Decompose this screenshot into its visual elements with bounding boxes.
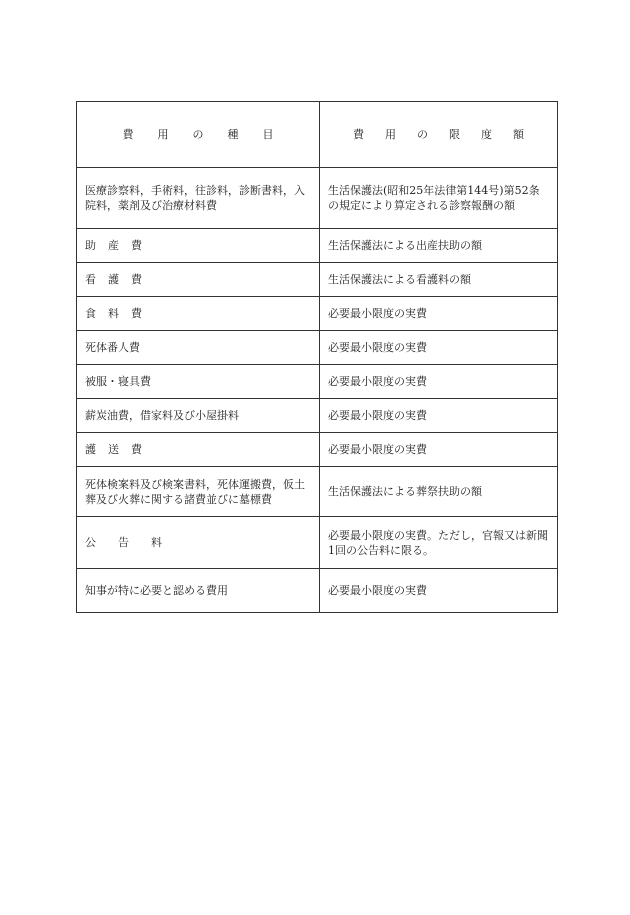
expense-limit-cell: 生活保護法(昭和25年法律第144号)第52条の規定により算定される診察報酬の額 xyxy=(320,168,558,229)
expense-type-cell: 被服・寝具費 xyxy=(77,365,320,399)
table-row xyxy=(77,433,558,467)
table-row xyxy=(77,331,558,365)
expense-type-cell: 護送費 xyxy=(77,433,320,467)
expense-type-cell: 助産費 xyxy=(77,229,320,263)
expense-type-cell: 公告料 xyxy=(77,517,320,569)
table-row xyxy=(77,229,558,263)
expense-limit-cell: 必要最小限度の実費 xyxy=(320,331,558,365)
expense-limit-cell: 必要最小限度の実費 xyxy=(320,433,558,467)
table-row xyxy=(77,365,558,399)
expense-table xyxy=(76,101,558,613)
expense-limit-cell: 必要最小限度の実費 xyxy=(320,297,558,331)
expense-type-cell: 死体検案料及び検案書料，死体運搬費，仮土葬及び火葬に関する諸費並びに墓標費 xyxy=(77,467,320,517)
header-expense-limit: 費用の限度額 xyxy=(320,102,558,168)
expense-limit-cell: 必要最小限度の実費。ただし，官報又は新聞1回の公告料に限る。 xyxy=(320,517,558,569)
expense-type-cell: 食料費 xyxy=(77,297,320,331)
table-row xyxy=(77,297,558,331)
header-expense-type: 費用の種目 xyxy=(77,102,320,168)
expense-limit-cell: 必要最小限度の実費 xyxy=(320,365,558,399)
expense-type-cell: 薪炭油費，借家料及び小屋掛料 xyxy=(77,399,320,433)
table-row xyxy=(77,517,558,569)
table-row xyxy=(77,399,558,433)
table-row xyxy=(77,569,558,613)
expense-type-cell: 知事が特に必要と認める費用 xyxy=(77,569,320,613)
expense-type-cell: 医療診察料，手術料，往診料，診断書料，入院料，薬剤及び治療材料費 xyxy=(77,168,320,229)
table-row xyxy=(77,168,558,229)
expense-limit-cell: 生活保護法による看護料の額 xyxy=(320,263,558,297)
expense-type-cell: 看護費 xyxy=(77,263,320,297)
expense-limit-cell: 生活保護法による葬祭扶助の額 xyxy=(320,467,558,517)
expense-limit-cell: 生活保護法による出産扶助の額 xyxy=(320,229,558,263)
table-row xyxy=(77,467,558,517)
table-row xyxy=(77,263,558,297)
expense-limit-cell: 必要最小限度の実費 xyxy=(320,569,558,613)
expense-limit-cell: 必要最小限度の実費 xyxy=(320,399,558,433)
table-header-row xyxy=(77,102,558,168)
expense-type-cell: 死体番人費 xyxy=(77,331,320,365)
